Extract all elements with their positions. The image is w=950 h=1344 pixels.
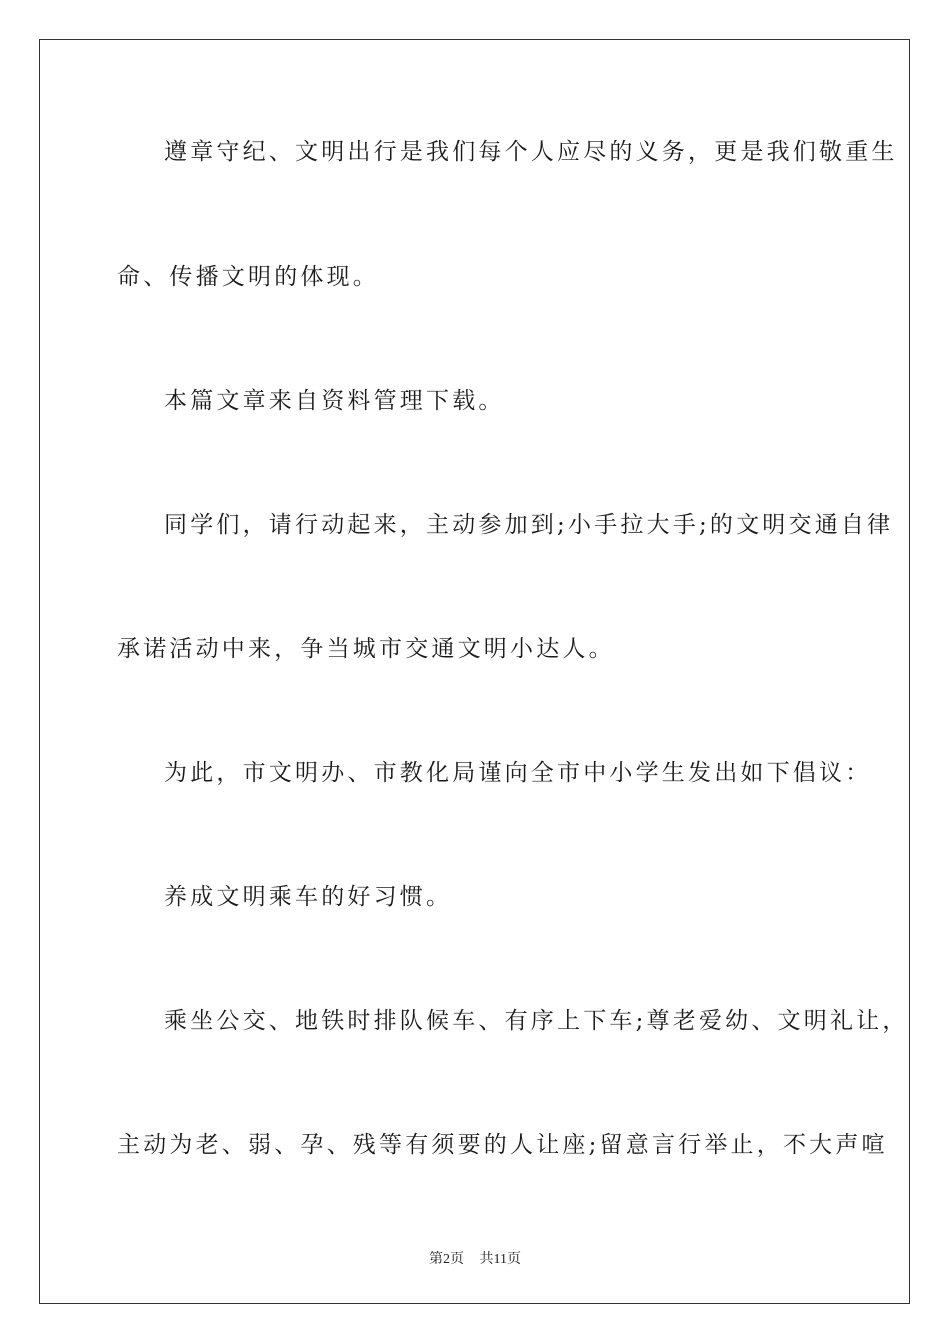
text-line-6: 为此，市文明办、市教化局谨向全市中小学生发出如下倡议： (164, 760, 872, 786)
text-line-5: 承诺活动中来，争当城市交通文明小达人。 (117, 636, 615, 662)
text-line-9: 主动为老、弱、孕、残等有须要的人让座;留意言行举止，不大声喧 (117, 1132, 888, 1158)
text-line-4: 同学们，请行动起来，主动参加到;小手拉大手;的文明交通自律 (164, 512, 894, 538)
page-total: 共11页 (479, 1252, 521, 1267)
text-line-2: 命、传播文明的体现。 (117, 264, 379, 290)
text-line-8: 乘坐公交、地铁时排队候车、有序上下车;尊老爱幼、文明礼让， (164, 1008, 909, 1034)
text-line-7: 养成文明乘车的好习惯。 (164, 884, 453, 910)
page-number: 第2页 (429, 1252, 464, 1267)
text-line-1: 遵章守纪、文明出行是我们每个人应尽的义务，更是我们敬重生 (164, 139, 898, 165)
text-line-3: 本篇文章来自资料管理下载。 (164, 388, 505, 414)
page-footer (0, 1248, 950, 1268)
page-frame (39, 39, 910, 1304)
